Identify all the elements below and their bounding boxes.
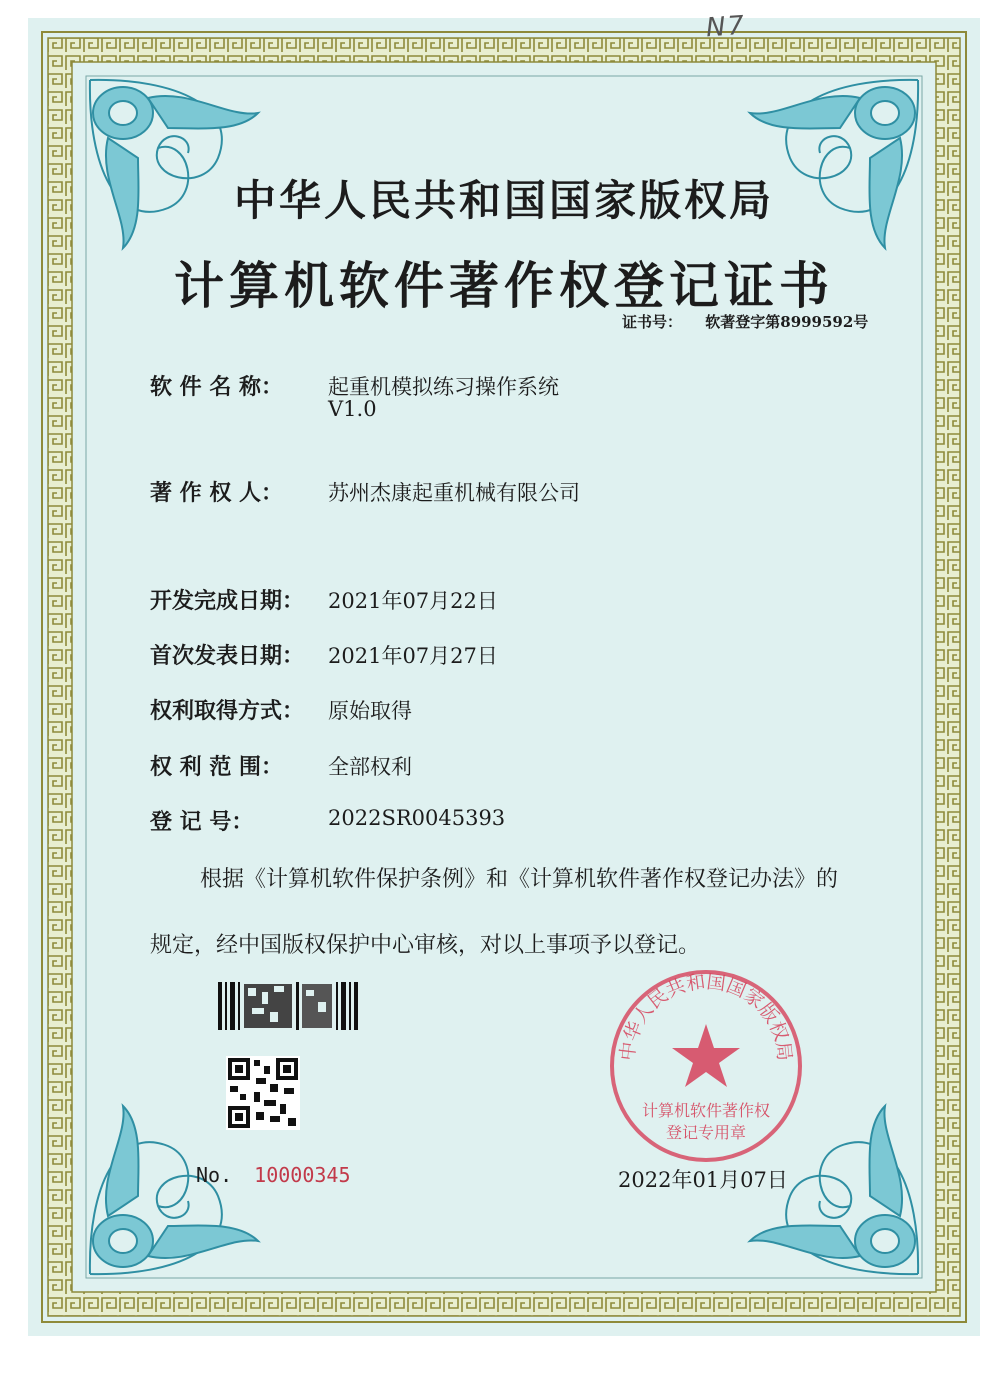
seal-star-icon: [672, 1024, 740, 1087]
rights-scope-value: 全部权利: [328, 755, 412, 779]
certificate-title: 计算机软件著作权登记证书: [174, 256, 834, 315]
registration-number-value: 2022SR0045393: [328, 806, 506, 830]
statement-line-1: 根据《计算机软件保护条例》和《计算机软件著作权登记办法》的: [200, 867, 839, 892]
first-publication-date-label: 首次发表日期：: [150, 643, 305, 669]
seal-line-2: 登记专用章: [665, 1123, 747, 1142]
statement-line-2: 规定，经中国版权保护中心审核，对以上事项予以登记。: [150, 933, 701, 958]
copyright-owner-value: 苏州杰康起重机械有限公司: [328, 481, 580, 505]
serial-number-digits: 10000345: [254, 1163, 351, 1187]
certificate-number-label: 证书号：: [622, 313, 683, 331]
rights-scope-label: 权 利 范 围：: [150, 754, 283, 780]
seal-line-1: 计算机软件著作权: [641, 1101, 771, 1120]
acquisition-method-label: 权利取得方式：: [150, 698, 305, 724]
acquisition-method-value: 原始取得: [328, 699, 412, 723]
software-name-value: 起重机模拟练习操作系统: [328, 375, 559, 399]
certificate-number: [622, 311, 868, 332]
completion-date-label: 开发完成日期：: [150, 588, 305, 614]
certificate-number-value: 软著登字第8999592号: [705, 313, 869, 331]
registration-number-label: 登 记 号：: [150, 809, 254, 835]
serial-number: [196, 1163, 351, 1187]
software-version-value: V1.0: [328, 397, 377, 421]
first-publication-date-value: 2021年07月27日: [328, 644, 498, 668]
copyright-owner-label: 著 作 权 人：: [150, 480, 283, 506]
certificate: [28, 10, 980, 1336]
completion-date-value: 2021年07月22日: [328, 589, 498, 613]
official-seal: [606, 966, 806, 1166]
handwritten-mark: N7: [705, 10, 747, 44]
barcode-icon: [218, 982, 360, 1030]
serial-number-prefix: No.: [196, 1163, 233, 1187]
seal-arc-text: 中华人民共和国国家版权局: [616, 970, 796, 1062]
qr-code-icon: [226, 1056, 300, 1130]
issue-date: 2022年01月07日: [618, 1168, 788, 1192]
software-name-label: 软 件 名 称：: [150, 374, 283, 400]
issuer-title: 中华人民共和国国家版权局: [233, 176, 774, 225]
